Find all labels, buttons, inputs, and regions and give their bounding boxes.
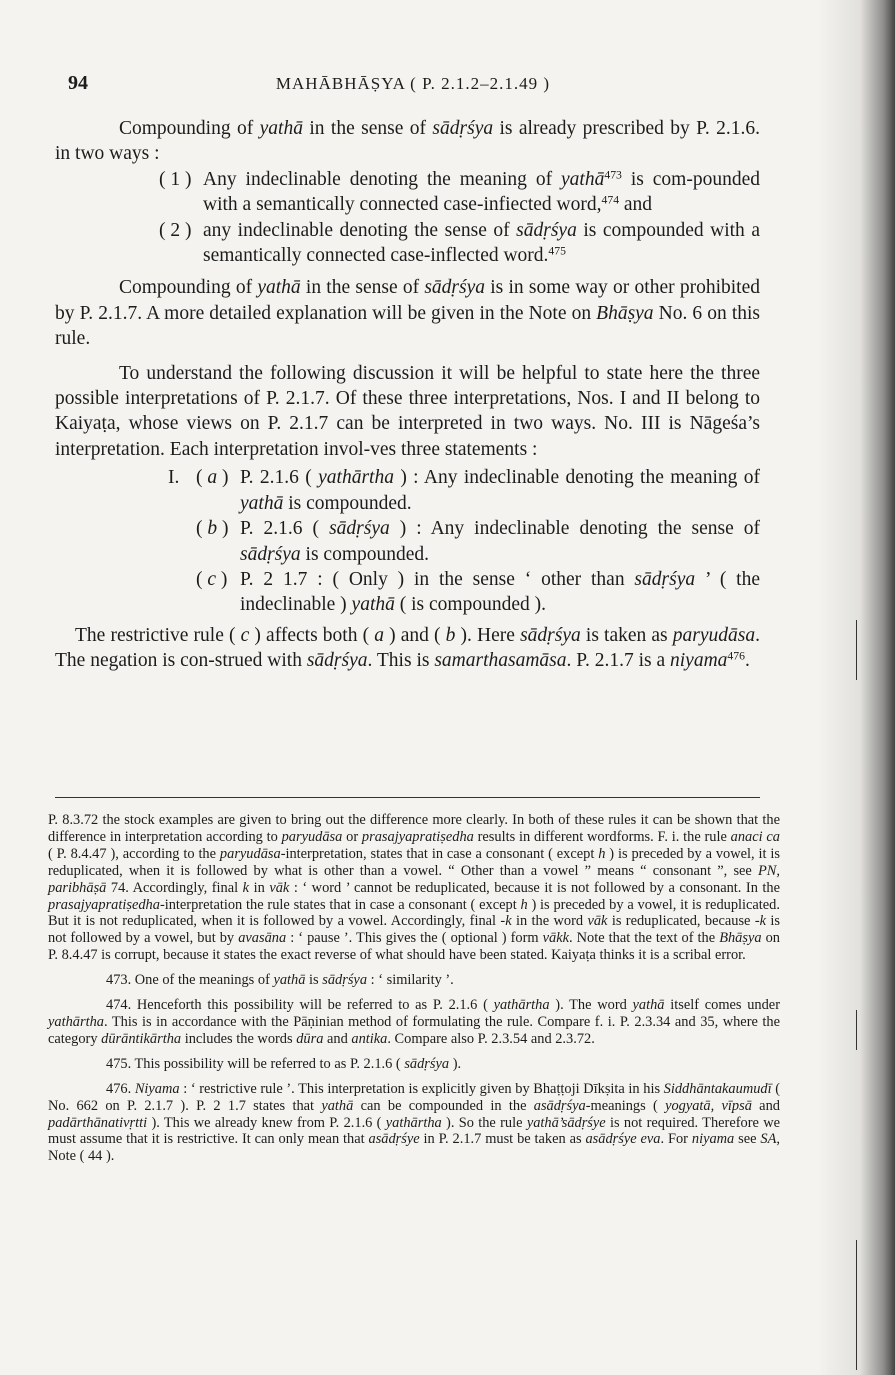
case-number: ( 2 ) bbox=[159, 219, 192, 241]
case-number: ( 1 ) bbox=[159, 168, 192, 190]
statement-label: ( c ) bbox=[196, 568, 228, 590]
statement-label: ( a ) bbox=[196, 467, 229, 489]
footnote-473: 473. One of the meanings of yathā is sādṛśya : ‘ similarity ’. bbox=[106, 972, 454, 989]
statements-list bbox=[55, 465, 760, 673]
footnote-continued: P. 8.3.72 the stock examples are given to bring out the difference more clearly. In both of these rules it can be shown that the difference in interpretation according to paryudāsa or prasajyapratiṣedha results in different wordforms. F. i. the rule anaci ca ( P. 8.4.47 ), according to the paryudāsa-interpretation, states that in case a consonant ( except h ) is preceded by a vowel, it is reduplicated, when it is followed by what is other than a vowel. “ Other than a vowel ” means “ consonant ”, see PN, paribhāṣā 74. Accordingly, final k in vāk : ‘ word ’ cannot be reduplicated, because it is not followed by a consonant. In the prasajyapratiṣedha-interpretation the rule states that in case a consonant ( except h ) is preceded by a vowel, it is reduplicated. But it is not reduplicated, when it is followed by a vowel. Accordingly, final -k in the word vāk is reduplicated, because -k is not followed by a vowel, but by avasāna : ‘ pause ’. This gives the ( optional ) form vākk. Note that the text of the Bhāṣya on P. 8.4.47 is corrupt, because it states the exact reverse of what should have been stated. Kaiyaṭa thinks it is a scribal error. bbox=[48, 812, 780, 964]
paragraph: Compounding of yathā in the sense of sādṛśya is already prescribed by P. 2.1.6. in two ways : bbox=[55, 118, 760, 165]
edge-mark bbox=[856, 620, 857, 680]
main-text bbox=[55, 116, 760, 674]
page-edge-shadow bbox=[817, 0, 895, 1375]
page-header bbox=[68, 72, 758, 102]
case-text: Any indeclinable denoting the meaning of yathā$^{473}$ is com-pounded with a semantically connected case-infiected word,$^{474}$ and bbox=[203, 168, 760, 216]
statement-text: P. 2 1.7 : ( Only ) in the sense ‘ other than sādṛśya ’ ( the indeclinable ) yathā ( is compounded ). bbox=[240, 568, 760, 616]
statement-text: P. 2.1.6 ( sādṛśya ) : Any indeclinable denoting the sense of sādṛśya is compounded. bbox=[240, 518, 760, 565]
statement-c bbox=[196, 567, 760, 618]
edge-mark bbox=[856, 1010, 857, 1050]
paragraph: To understand the following discussion it will be helpful to state here the three possible interpretations of P. 2.1.7. Of these three interpretations, Nos. I and II belong to Kaiyaṭa, whose views on P. 2.1.7 can be interpreted in two ways. No. III is Nāgeśa’s interpretation. Each interpretation invol-ves three statements : bbox=[55, 362, 760, 460]
case-item bbox=[159, 167, 760, 218]
case-item bbox=[159, 218, 760, 269]
restrictive-note: The restrictive rule ( c ) affects both ( a ) and ( b ). Here sādṛśya is taken as paryudāsa. The negation is con-strued with sādṛśya. This is samarthasamāsa. P. 2.1.7 is a niyama$^{476}$. bbox=[55, 624, 760, 672]
running-head: MAHĀBHĀṢYA ( P. 2.1.2–2.1.49 ) bbox=[275, 74, 551, 93]
paragraph: Compounding of yathā in the sense of sādṛśya is in some way or other prohibited by P. 2.1.7. A more detailed explanation will be given in the Note on Bhāṣya No. 6 on this rule. bbox=[55, 277, 760, 350]
statement-text: P. 2.1.6 ( yathārtha ) : Any indeclinable denoting the meaning of yathā is compounded. bbox=[240, 467, 760, 514]
statement-label: ( b ) bbox=[196, 518, 229, 540]
statement-b bbox=[196, 516, 760, 567]
footnote-divider bbox=[55, 797, 760, 798]
statement-a bbox=[168, 465, 760, 516]
footnote-476: 476. Niyama : ‘ restrictive rule ’. This interpretation is explicitly given by Bhaṭṭoji Dīkṣita in his Siddhāntakaumudī ( No. 662 on P. 2.1.7 ). P. 2 1.7 states that yathā can be compounded in the asādṛśya-meanings ( yogyatā, vīpsā and padārthānativṛtti ). This we already knew from P. 2.1.6 ( yathārtha ). So the rule yathā’sādṛśye is not required. Therefore we must assume that it is restrictive. It can only mean that asādṛśye in P. 2.1.7 must be taken as asādṛśye eva. For niyama see SA, Note ( 44 ). bbox=[48, 1080, 781, 1165]
footnote-474: 474. Henceforth this possibility will be referred to as P. 2.1.6 ( yathārtha ). The word yathā itself comes under yathārtha. This is in accordance with the Pāṇinian method of formulating the rule. Compare f. i. P. 2.3.34 and 35, where the category dūrāntikārtha includes the words dūra and antika. Compare also P. 2.3.54 and 2.3.72. bbox=[48, 997, 780, 1047]
case-text: any indeclinable denoting the sense of sādṛśya is compounded with a semantically connected case-inflected word.$^{475}$ bbox=[203, 219, 760, 267]
edge-mark bbox=[856, 1240, 857, 1370]
page-number: 94 bbox=[68, 72, 88, 94]
footnote-475: 475. This possibility will be referred to as P. 2.1.6 ( sādṛśya ). bbox=[106, 1055, 462, 1072]
footnotes bbox=[48, 812, 780, 1173]
roman-numeral: I. bbox=[168, 467, 180, 489]
